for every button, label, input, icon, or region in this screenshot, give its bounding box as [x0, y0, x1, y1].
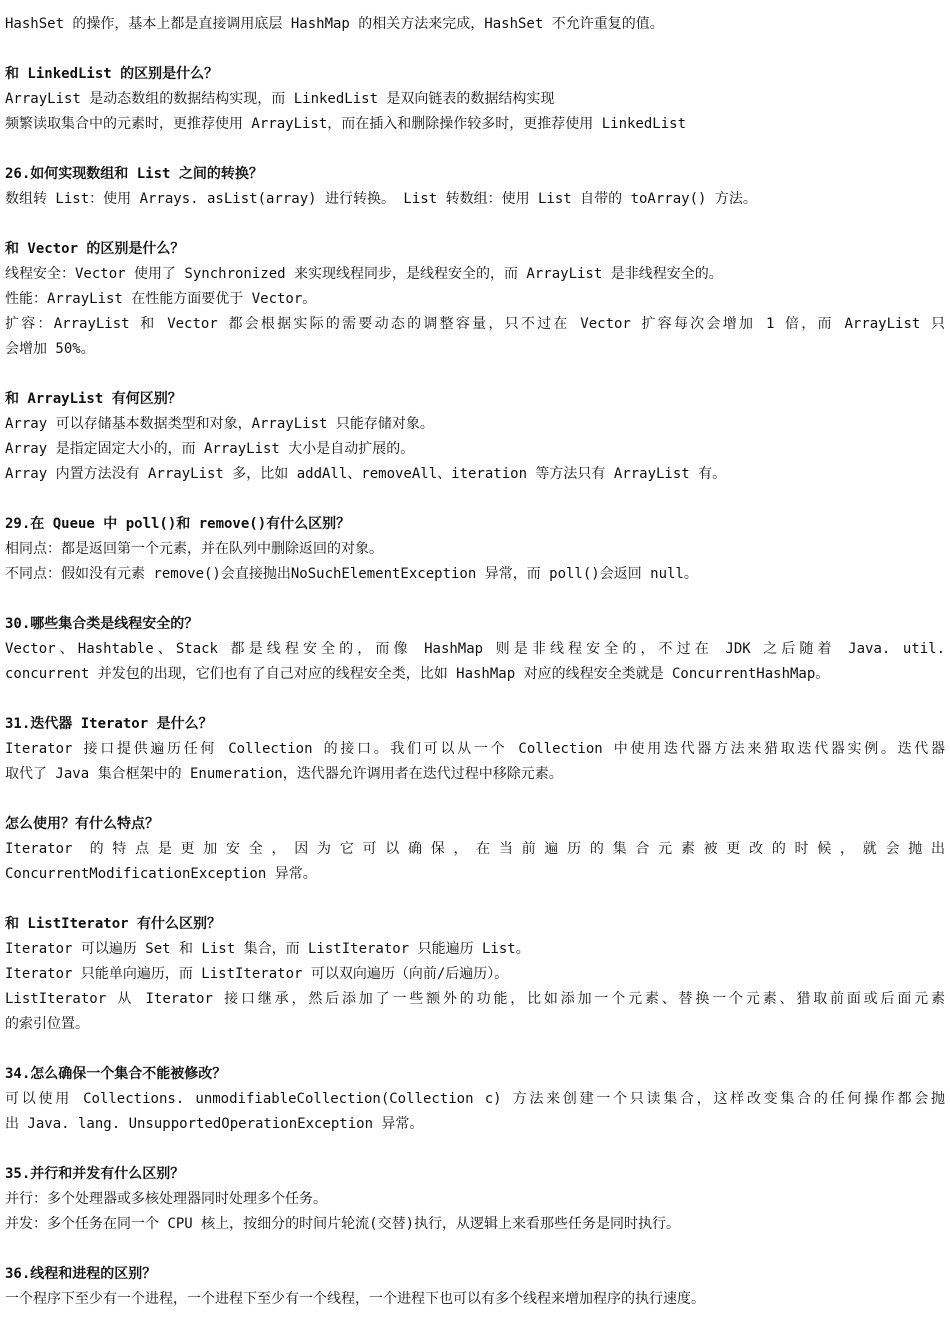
section-heading: 29.在 Queue 中 poll()和 remove()有什么区别？: [5, 516, 351, 532]
section-heading: 和 ArrayList 有何区别？: [5, 391, 182, 407]
paragraph-line: HashSet 的操作，基本上都是直接调用底层 HashMap 的相关方法来完成，HashSet 不允许重复的值。: [5, 16, 664, 32]
paragraph-line: Iterator 接口提供遍历任何 Collection 的接口。我们可以从一个 Collection 中使用迭代器方法来猎取迭代器实例。迭代器: [5, 741, 945, 757]
section-heading: 怎么使用？有什么特点？: [5, 816, 159, 832]
paragraph-line: 并发：多个任务在同一个 CPU 核上，按细分的时间片轮流(交替)执行，从逻辑上来看那些任务是同时执行。: [5, 1216, 680, 1232]
paragraph-line: Iterator 的特点是更加安全，因为它可以确保，在当前遍历的集合元素被更改的时候，就会抛出: [5, 841, 945, 857]
section-heading: 30.哪些集合类是线程安全的？: [5, 616, 199, 632]
blank-line: [5, 587, 945, 612]
paragraph-line: 的索引位置。: [5, 1016, 89, 1032]
paragraph-line: Array 可以存储基本数据类型和对象，ArrayList 只能存储对象。: [5, 416, 434, 432]
section-heading: 35.并行和并发有什么区别？: [5, 1166, 185, 1182]
blank-line: [5, 887, 945, 912]
paragraph-line: 线程安全：Vector 使用了 Synchronized 来实现线程同步，是线程安全的，而 ArrayList 是非线程安全的。: [5, 266, 723, 282]
paragraph-line: 会增加 50%。: [5, 341, 95, 357]
paragraph-line: 出 Java. lang. UnsupportedOperationException 异常。: [5, 1116, 424, 1132]
section-heading: 和 Vector 的区别是什么？: [5, 241, 185, 257]
paragraph-line: 频繁读取集合中的元素时，更推荐使用 ArrayList，而在插入和删除操作较多时，更推荐使用 LinkedList: [5, 116, 687, 132]
paragraph-line: Vector、Hashtable、Stack 都是线程安全的，而像 HashMap 则是非线程安全的，不过在 JDK 之后随着 Java. util.: [5, 641, 945, 657]
section-heading: 36.线程和进程的区别？: [5, 1266, 157, 1282]
paragraph-line: ListIterator 从 Iterator 接口继承，然后添加了一些额外的功能，比如添加一个元素、替换一个元素、猎取前面或后面元素: [5, 991, 945, 1007]
section-heading: 26.如何实现数组和 List 之间的转换？: [5, 166, 263, 182]
paragraph-line: Iterator 只能单向遍历，而 ListIterator 可以双向遍历（向前/后遍历）。: [5, 966, 509, 982]
paragraph-line: 一个程序下至少有一个进程，一个进程下至少有一个线程，一个进程下也可以有多个线程来增加程序的执行速度。: [5, 1291, 705, 1307]
paragraph-line: 扩容：ArrayList 和 Vector 都会根据实际的需要动态的调整容量，只不过在 Vector 扩容每次会增加 1 倍，而 ArrayList 只: [5, 316, 945, 332]
blank-line: [5, 687, 945, 712]
blank-line: [5, 487, 945, 512]
paragraph-line: 可以使用 Collections. unmodifiableCollection(Collection c) 方法来创建一个只读集合，这样改变集合的任何操作都会抛: [5, 1091, 945, 1107]
blank-line: [5, 37, 945, 62]
paragraph-line: 性能：ArrayList 在性能方面要优于 Vector。: [5, 291, 317, 307]
paragraph-line: ConcurrentModificationException 异常。: [5, 866, 317, 882]
section-heading: 34.怎么确保一个集合不能被修改？: [5, 1066, 227, 1082]
blank-line: [5, 137, 945, 162]
blank-line: [5, 1137, 945, 1162]
blank-line: [5, 212, 945, 237]
section-heading: 和 ListIterator 有什么区别？: [5, 916, 222, 932]
paragraph-line: 相同点：都是返回第一个元素，并在队列中删除返回的对象。: [5, 541, 383, 557]
paragraph-line: 不同点：假如没有元素 remove()会直接抛出NoSuchElementException 异常，而 poll()会返回 null。: [5, 566, 698, 582]
section-heading: 和 LinkedList 的区别是什么？: [5, 66, 219, 82]
blank-line: [5, 1237, 945, 1262]
blank-line: [5, 787, 945, 812]
paragraph-line: Array 内置方法没有 ArrayList 多，比如 addAll、removeAll、iteration 等方法只有 ArrayList 有。: [5, 466, 727, 482]
paragraph-line: 并行：多个处理器或多核处理器同时处理多个任务。: [5, 1191, 327, 1207]
paragraph-line: Array 是指定固定大小的，而 ArrayList 大小是自动扩展的。: [5, 441, 415, 457]
paragraph-line: 取代了 Java 集合框架中的 Enumeration，迭代器允许调用者在迭代过程中移除元素。: [5, 766, 563, 782]
paragraph-line: 数组转 List：使用 Arrays. asList(array) 进行转换。 List 转数组：使用 List 自带的 toArray() 方法。: [5, 191, 757, 207]
section-heading: 31.迭代器 Iterator 是什么？: [5, 716, 213, 732]
paragraph-line: ArrayList 是动态数组的数据结构实现，而 LinkedList 是双向链表的数据结构实现: [5, 91, 555, 107]
paragraph-line: Iterator 可以遍历 Set 和 List 集合，而 ListIterator 只能遍历 List。: [5, 941, 530, 957]
paragraph-line: concurrent 并发包的出现，它们也有了自己对应的线程安全类，比如 HashMap 对应的线程安全类就是 ConcurrentHashMap。: [5, 666, 830, 682]
blank-line: [5, 362, 945, 387]
blank-line: [5, 1037, 945, 1062]
